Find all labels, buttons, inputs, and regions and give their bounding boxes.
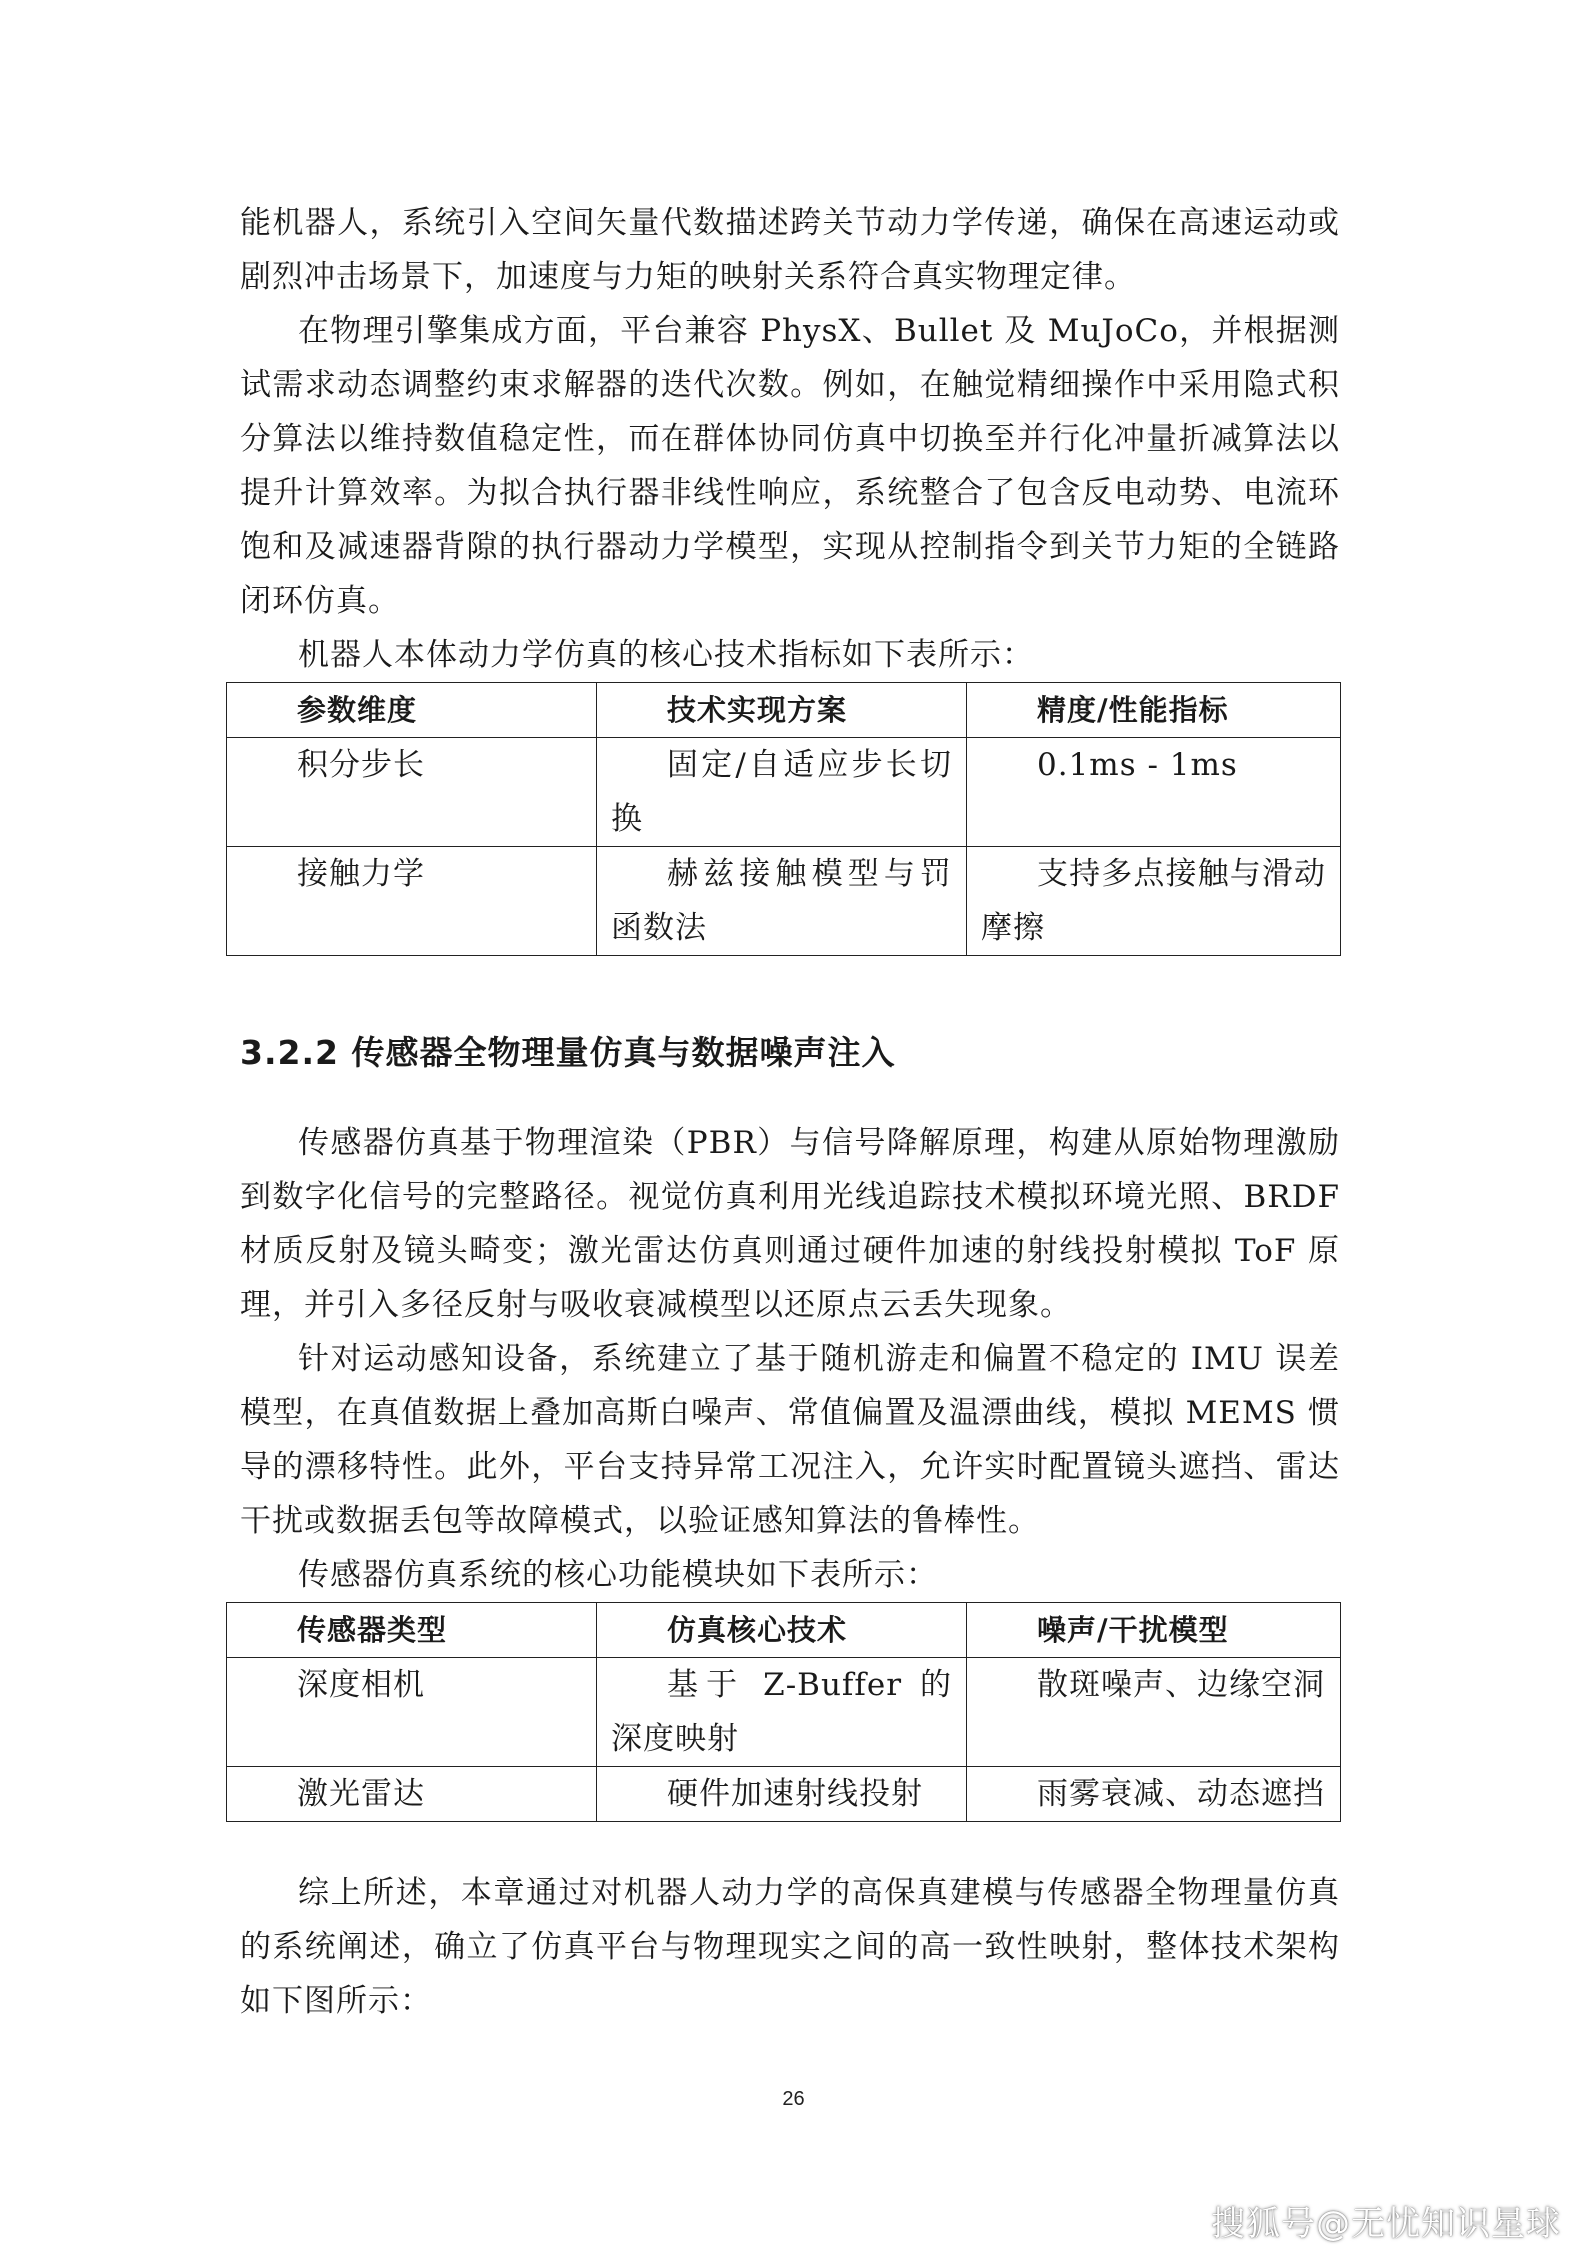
table-cell: 接触力学: [227, 847, 597, 956]
table-header-cell: 仿真核心技术: [597, 1603, 967, 1658]
table-cell: 支持多点接触与滑动摩擦: [967, 847, 1341, 956]
table-header-row: [227, 683, 1341, 738]
paragraph-physics-engine: 在物理引擎集成方面，平台兼容 PhysX、Bullet 及 MuJoCo，并根据测试需求动态调整约束求解器的迭代次数。例如，在触觉精细操作中采用隐式积分算法以维持数值稳定性，而在群体协同仿真中切换至并行化冲量折减算法以提升计算效率。为拟合执行器非线性响应，系统整合了包含反电动势、电流环饱和及减速器背隙的执行器动力学模型，实现从控制指令到关节力矩的全链路闭环仿真。: [240, 313, 1340, 619]
document-page: [240, 196, 1340, 2028]
paragraph-continuation: 能机器人，系统引入空间矢量代数描述跨关节动力学传递，确保在高速运动或剧烈冲击场景下，加速度与力矩的映射关系符合真实物理定律。: [240, 205, 1340, 295]
table-header-cell: 精度/性能指标: [967, 683, 1341, 738]
table-header-cell: 噪声/干扰模型: [967, 1603, 1341, 1658]
table-caption-dynamics: 机器人本体动力学仿真的核心技术指标如下表所示：: [298, 637, 1034, 673]
table-cell: 赫兹接触模型与罚函数法: [597, 847, 967, 956]
paragraph-conclusion: 综上所述，本章通过对机器人动力学的高保真建模与传感器全物理量仿真的系统阐述，确立了仿真平台与物理现实之间的高一致性映射，整体技术架构如下图所示：: [240, 1875, 1340, 2019]
table-cell: 激光雷达: [227, 1767, 597, 1822]
table-cell: 基于 Z-Buffer 的深度映射: [597, 1658, 967, 1767]
table-header-cell: 传感器类型: [227, 1603, 597, 1658]
dynamics-spec-table: [226, 682, 1341, 956]
table-cell: 硬件加速射线投射: [597, 1767, 967, 1822]
table-header-cell: 参数维度: [227, 683, 597, 738]
table-cell: 固定/自适应步长切换: [597, 738, 967, 847]
table-caption-sensors: 传感器仿真系统的核心功能模块如下表所示：: [298, 1557, 938, 1593]
paragraph-sensor-simulation: 传感器仿真基于物理渲染（PBR）与信号降解原理，构建从原始物理激励到数字化信号的完整路径。视觉仿真利用光线追踪技术模拟环境光照、BRDF 材质反射及镜头畸变；激光雷达仿真则通过硬件加速的射线投射模拟 ToF 原理，并引入多径反射与吸收衰减模型以还原点云丢失现象。: [240, 1125, 1340, 1323]
table-cell: 0.1ms - 1ms: [967, 738, 1341, 847]
table-cell: 雨雾衰减、动态遮挡: [967, 1767, 1341, 1822]
sensor-spec-table: [226, 1602, 1341, 1822]
section-heading: 3.2.2 传感器全物理量仿真与数据噪声注入: [240, 1033, 896, 1072]
paragraph-imu-model: 针对运动感知设备，系统建立了基于随机游走和偏置不稳定的 IMU 误差模型，在真值数据上叠加高斯白噪声、常值偏置及温漂曲线，模拟 MEMS 惯导的漂移特性。此外，平台支持异常工况注入，允许实时配置镜头遮挡、雷达干扰或数据丢包等故障模式，以验证感知算法的鲁棒性。: [240, 1341, 1340, 1539]
source-watermark: 搜狐号@无忧知识星球: [1211, 2204, 1561, 2244]
table-cell: 散斑噪声、边缘空洞: [967, 1658, 1341, 1767]
table-cell: 积分步长: [227, 738, 597, 847]
page-number: 26: [782, 2088, 805, 2110]
table-row: [227, 1767, 1341, 1822]
table-header-cell: 技术实现方案: [597, 683, 967, 738]
table-row: [227, 738, 1341, 847]
table-row: [227, 847, 1341, 956]
table-header-row: [227, 1603, 1341, 1658]
table-row: [227, 1658, 1341, 1767]
table-cell: 深度相机: [227, 1658, 597, 1767]
